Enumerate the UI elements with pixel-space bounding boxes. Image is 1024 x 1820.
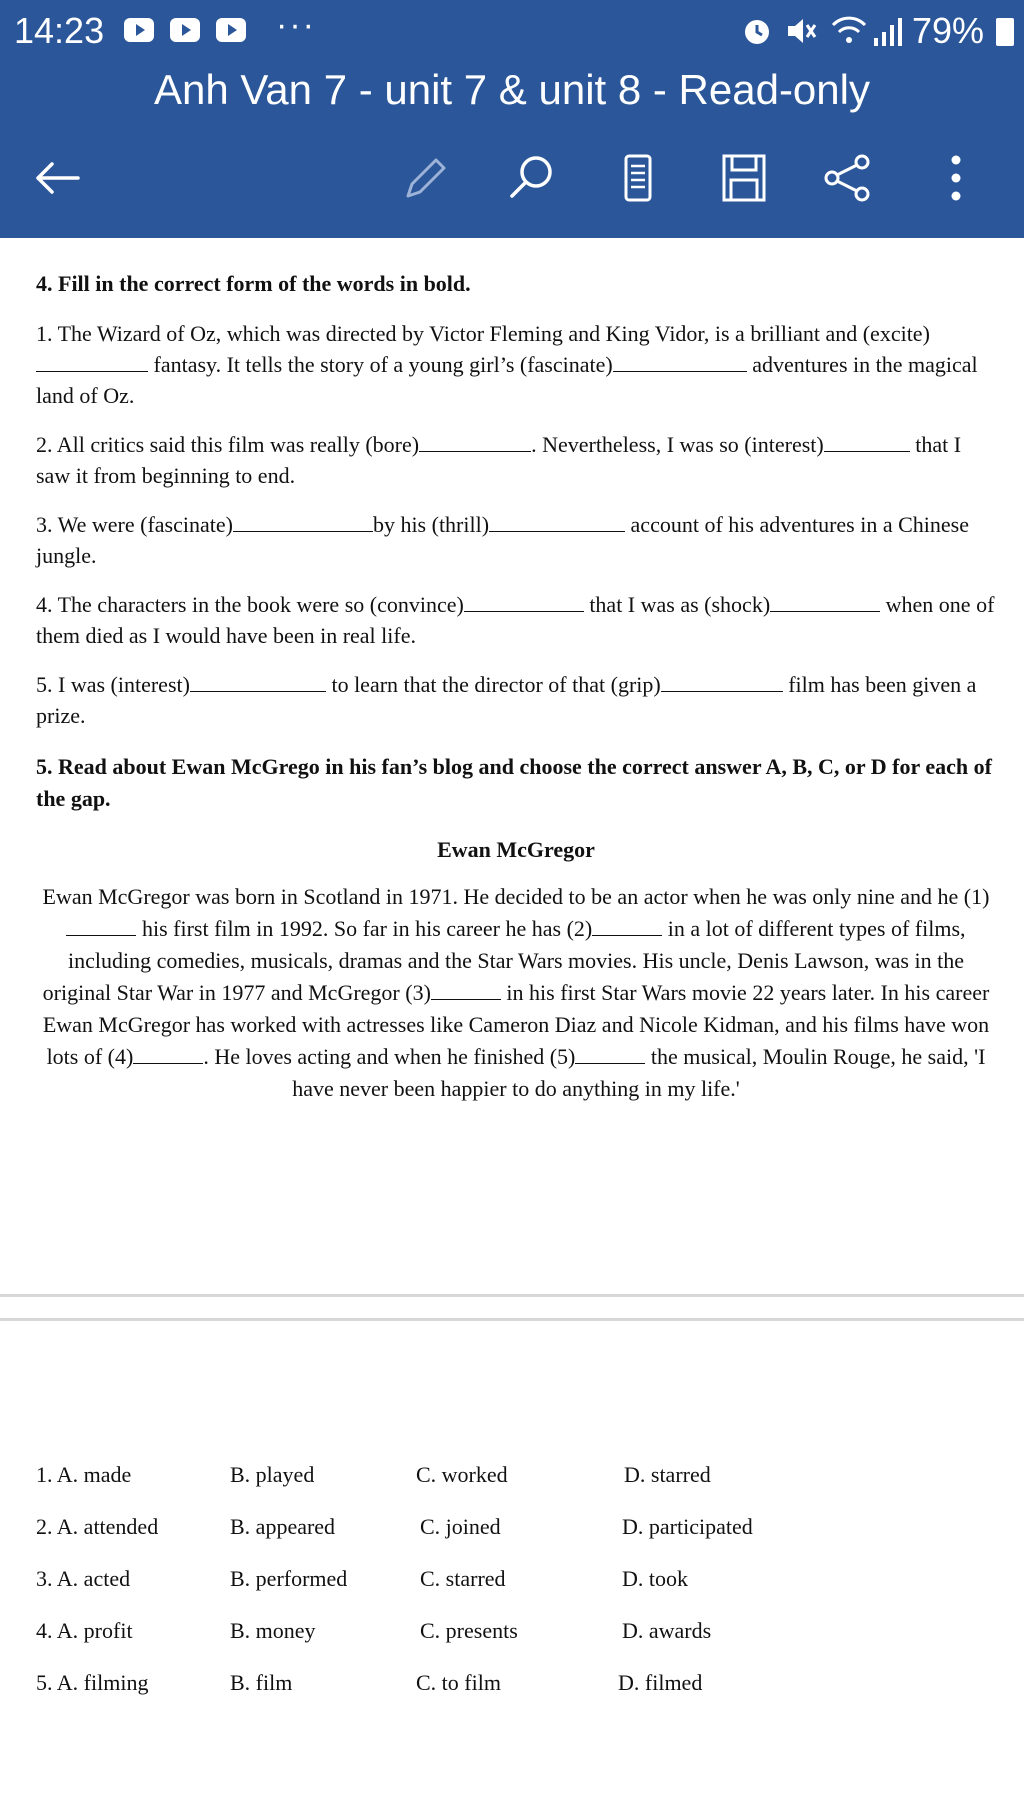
- option-row: [36, 1514, 996, 1566]
- story-text: . He loves acting and when he finished (5): [203, 1044, 576, 1069]
- answer-blank: [613, 349, 747, 372]
- battery-icon: [996, 18, 1014, 46]
- story-title: Ewan McGregor: [437, 837, 595, 862]
- option-c: C. joined: [420, 1514, 501, 1539]
- app-bar: [0, 0, 1024, 238]
- save-button[interactable]: [716, 150, 772, 206]
- option-a: 1. A. made: [36, 1462, 132, 1487]
- option-row: [36, 1566, 996, 1618]
- more-options-button[interactable]: [928, 150, 984, 206]
- question-text: fantasy. It tells the story of a young girl’s (fascinate): [148, 352, 613, 377]
- question-text: when one of them died as I would have been in real life.: [36, 592, 995, 648]
- status-bar: [0, 0, 1024, 62]
- answer-blank: [575, 1041, 645, 1064]
- answer-blank: [190, 669, 326, 692]
- back-arrow-icon: [30, 150, 86, 206]
- youtube-notification-icon: [216, 18, 246, 42]
- back-button[interactable]: [30, 150, 86, 206]
- question-4: [36, 589, 996, 651]
- answer-blank: [133, 1041, 203, 1064]
- option-b: B. appeared: [230, 1514, 336, 1539]
- story-text: in a lot of different types of films, including comedies, musicals, dramas and the Star Wars movies. His uncle, Denis Lawson, was in the original Star War in 1977 and McGregor (3): [42, 916, 966, 1005]
- page-break-line: [0, 1294, 1024, 1297]
- reading-view-button[interactable]: [610, 150, 666, 206]
- option-a: 5. A. filming: [36, 1670, 149, 1695]
- document-title: Anh Van 7 - unit 7 & unit 8 - Read-only: [154, 66, 870, 113]
- answer-blank: [419, 429, 531, 452]
- question-text: 4. The characters in the book were so (convince): [36, 592, 464, 617]
- youtube-notification-icon: [124, 18, 154, 42]
- share-button[interactable]: [820, 150, 876, 206]
- option-b: B. film: [230, 1670, 293, 1695]
- option-a: 4. A. profit: [36, 1618, 133, 1643]
- option-b: B. money: [230, 1618, 316, 1643]
- youtube-notification-icon: [170, 18, 200, 42]
- option-c: C. worked: [416, 1462, 508, 1487]
- save-icon: [716, 150, 772, 206]
- question-3: [36, 509, 996, 571]
- page-break-line: [0, 1318, 1024, 1321]
- story-paragraph: [36, 881, 996, 1105]
- search-icon: [504, 150, 560, 206]
- question-2: [36, 429, 996, 491]
- wifi-icon: [830, 12, 868, 48]
- answer-blank: [489, 509, 625, 532]
- share-icon: [820, 150, 876, 206]
- more-notifications-icon: ···: [276, 6, 316, 44]
- option-d: D. starred: [624, 1462, 711, 1487]
- document-page: [36, 240, 996, 1105]
- question-text: that I saw it from beginning to end.: [36, 432, 962, 488]
- answer-blank: [66, 913, 136, 936]
- question-text: adventures in the magical land of Oz.: [36, 352, 978, 408]
- question-text: 3. We were (fascinate): [36, 512, 233, 537]
- answer-blank: [36, 349, 148, 372]
- answer-blank: [233, 509, 373, 532]
- question-text: . Nevertheless, I was so (interest): [531, 432, 824, 457]
- question-text: that I was as (shock): [583, 592, 771, 617]
- option-a: 2. A. attended: [36, 1514, 159, 1539]
- exercise5-heading: 5. Read about Ewan McGrego in his fan’s blog and choose the correct answer A, B, C, or D for each of the gap.: [36, 754, 992, 811]
- option-d: D. filmed: [618, 1670, 703, 1695]
- signal-icon: [872, 14, 906, 48]
- option-d: D. awards: [622, 1618, 712, 1643]
- question-text: by his (thrill): [372, 512, 490, 537]
- answer-blank: [770, 589, 880, 612]
- option-c: C. to film: [416, 1670, 501, 1695]
- answer-blank: [431, 977, 501, 1000]
- pencil-icon: [398, 150, 454, 206]
- question-text: 2. All critics said this film was really (bore): [36, 432, 420, 457]
- option-row: [36, 1462, 996, 1514]
- option-b: B. played: [230, 1462, 315, 1487]
- status-time: 14:23: [14, 10, 105, 51]
- question-text: 1. The Wizard of Oz, which was directed by Victor Fleming and King Vidor, is a brilliant and (excite): [36, 321, 930, 346]
- option-c: C. presents: [420, 1618, 518, 1643]
- more-vertical-icon: [928, 150, 984, 206]
- option-d: D. took: [622, 1566, 688, 1591]
- question-text: to learn that the director of that (grip): [325, 672, 661, 697]
- option-c: C. starred: [420, 1566, 506, 1591]
- exercise4-heading: 4. Fill in the correct form of the words in bold.: [36, 271, 471, 296]
- story-text: in his first Star Wars movie 22 years later. In his career Ewan McGregor has worked with actresses like Cameron Diaz and Nicole Kidman, and his films have won lots of (4): [42, 980, 990, 1069]
- edit-button[interactable]: [398, 150, 454, 206]
- search-button[interactable]: [504, 150, 560, 206]
- story-text: his first film in 1992. So far in his career he has (2): [136, 916, 593, 941]
- option-b: B. performed: [230, 1566, 348, 1591]
- question-1: [36, 318, 996, 411]
- question-5: [36, 669, 996, 731]
- answer-blank: [824, 429, 910, 452]
- answer-blank: [661, 669, 783, 692]
- option-row: [36, 1670, 996, 1722]
- story-text: Ewan McGregor was born in Scotland in 1971. He decided to be an actor when he was only nine and he (1): [42, 884, 990, 909]
- battery-level: 79%: [911, 10, 984, 51]
- answer-blank: [592, 913, 662, 936]
- question-text: 5. I was (interest): [36, 672, 190, 697]
- alarm-icon: [740, 14, 774, 48]
- question-text: account of his adventures in a Chinese jungle.: [36, 512, 970, 568]
- question-text: film has been given a prize.: [36, 672, 977, 728]
- story-text: the musical, Moulin Rouge, he said, 'I have never been happier to do anything in my life.': [292, 1044, 986, 1101]
- answer-blank: [464, 589, 584, 612]
- option-a: 3. A. acted: [36, 1566, 131, 1591]
- option-row: [36, 1618, 996, 1670]
- mute-icon: [784, 14, 818, 48]
- mobile-view-icon: [610, 150, 666, 206]
- option-d: D. participated: [622, 1514, 753, 1539]
- answer-options: [36, 1462, 996, 1722]
